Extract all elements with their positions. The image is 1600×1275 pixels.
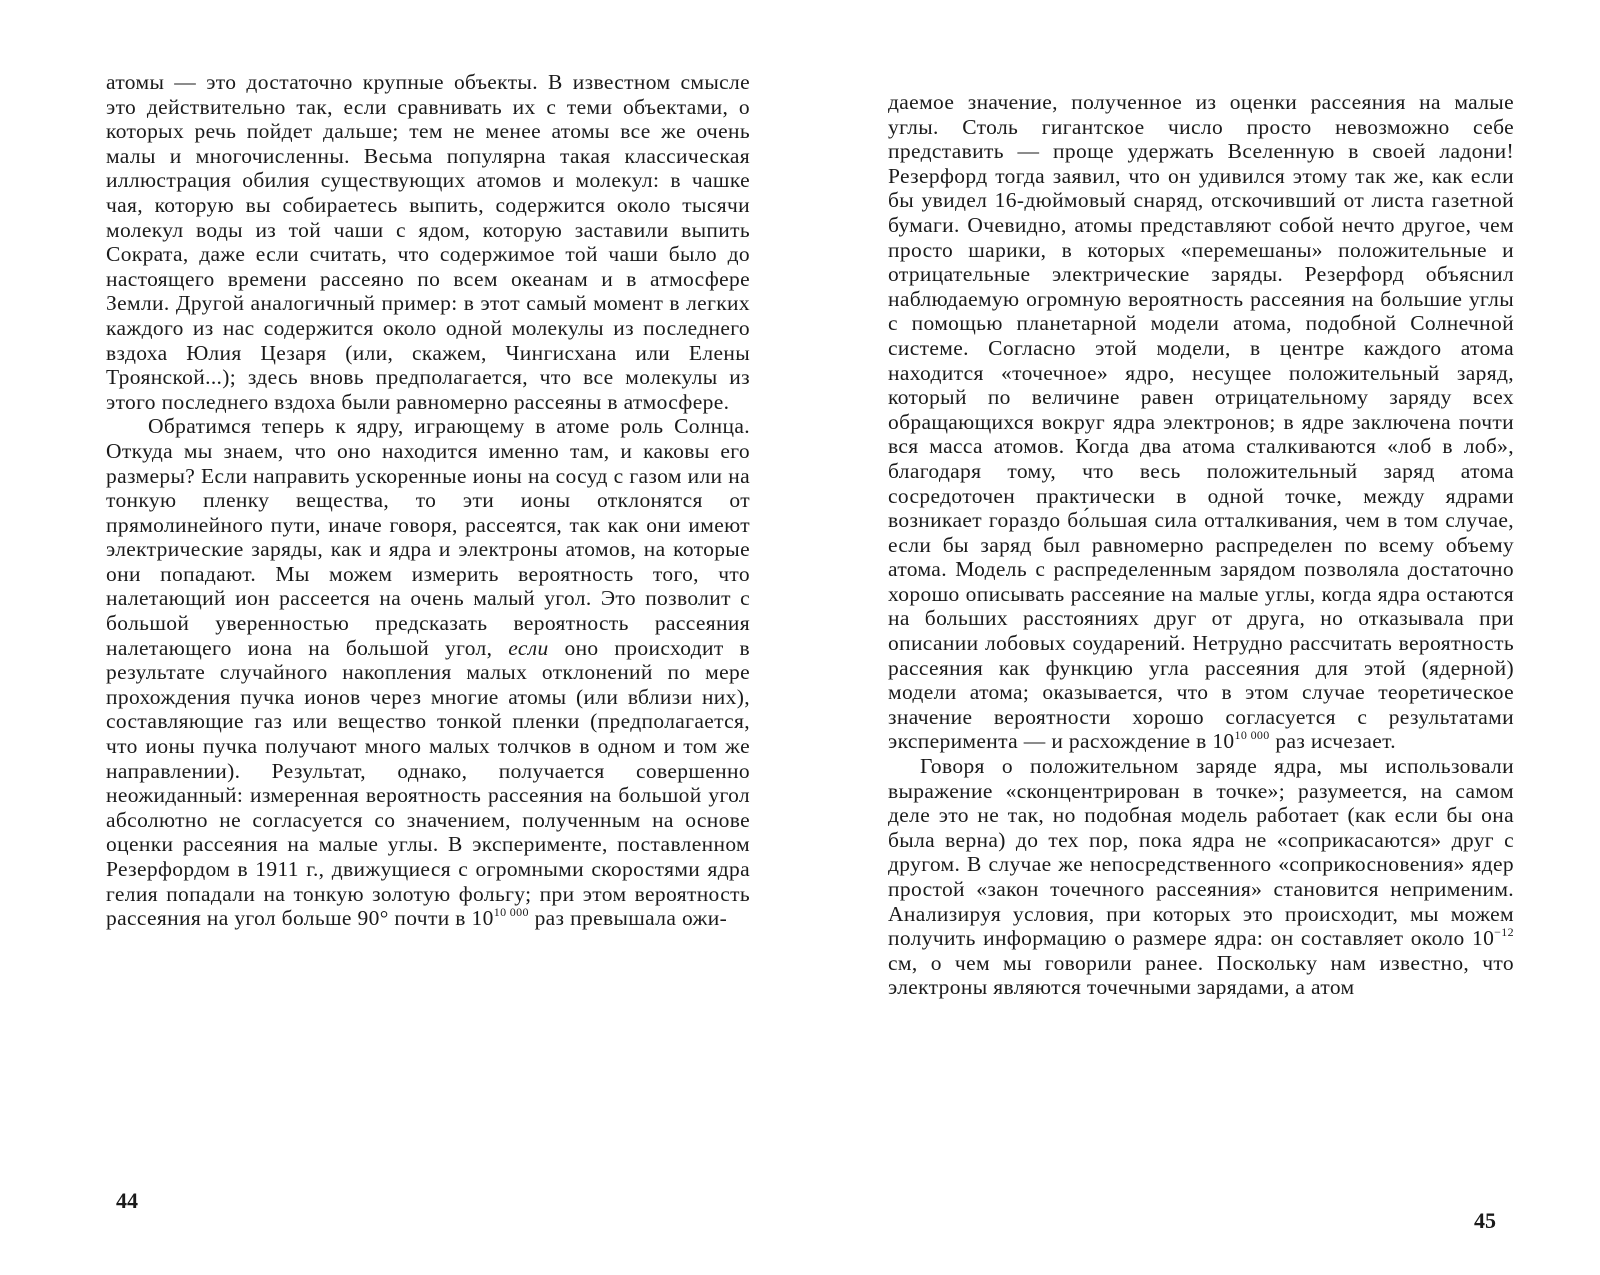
paragraph [888,754,1514,1000]
power-exponent: 10 000 [1234,728,1270,743]
power-base: 10 [1471,926,1495,951]
paragraph-text: Говоря о положительном заряде ядра, мы использовали выражение «сконцентрирован в точке»; разумеется, на самом деле это не так, но подобная модель работает (как если бы она была верна) до тех пор, пока ядра не «соприкасаются» друг с другом. В случае же непосредственного «соприкосновения» ядер простой «закон точечного рассеяния» становится неприменим. Анализируя условия, при которых это происходит, мы можем получить информацию о размере ядра: он составляет около [888,754,1514,951]
paragraph-text: атомы — это достаточно крупные объекты. В известном смысле это действительно так, если сравнивать их с теми объектами, о которых речь пойдет дальше; тем не менее атомы все же очень малы и многочисленны. Весьма популярна такая классическая иллюстрация обилия существующих атомов и молекул: в чашке чая, которую вы собираетесь выпить, содержится около тысячи молекул воды из той чаши с ядом, которую заставили выпить Сократа, даже если считать, что содержимое той чаши было до настоящего времени рассеяно по всем океанам и в атмосфере Земли. Другой аналогичный пример: в этот самый момент в легких каждого из нас содержится около одной молекулы из последнего вздоха Юлия Цезаря (или, скажем, Чингисхана или Елены Троянской...); здесь вновь предполагается, что все молекулы из этого последнего вздоха были равномерно рассеяны в атмосфере. [106,70,750,414]
right-page [800,0,1600,1275]
paragraph-text: оно происходит в результате случайного накопления малых отклонений по мере прохождения пучка ионов через многие атомы (или вблизи них), составляющие газ или вещество тонкой пленки (предполагается, что ионы пучка получают много малых толчков в одном и том же направлении). Результат, однако, получается совершенно неожиданный: измеренная вероятность рассеяния на большой угол абсолютно не согласуется со значением, полученным на основе оценки рассеяния на малые углы. В эксперименте, поставленном Резерфордом в 1911 г., движущиеся с огромными скоростями ядра гелия попадали на тонкую золотую фольгу; при этом вероятность рассеяния на угол больше 90° почти в [106,635,750,931]
paragraph-text: раз исчезает. [1269,729,1397,754]
left-page-text [106,70,750,931]
power-exponent: 10 000 [493,905,529,920]
paragraph-text: Обратимся теперь к ядру, играющему в атоме роль Солнца. Откуда мы знаем, что оно находится именно там, и каковы его размеры? Если направить ускоренные ионы на сосуд с газом или на тонкую пленку вещества, то эти ионы отклонятся от прямолинейного пути, иначе говоря, рассеятся, так как они имеют электрические заряды, как и ядра и электроны атомов, на которые они попадают. Мы можем измерить вероятность того, что налетающий ион рассеется на очень малый угол. Это позволит с большой уверенностью предсказать вероятность рассеяния налетающего иона на большой угол, [106,414,750,660]
page-number: 44 [116,1188,138,1213]
power-exponent: −12 [1494,925,1514,940]
paragraph-text: раз превышала ожи- [528,906,728,931]
paragraph [106,414,750,930]
italic-emphasis: если [508,635,549,660]
power-base: 10 [471,906,494,931]
paragraph [888,90,1514,754]
right-page-text [888,90,1514,1000]
paragraph-text: см, о чем мы говорили ранее. Поскольку нам известно, что электроны являются точечными зарядами, а атом [888,950,1514,1000]
paragraph [106,70,750,414]
power-base: 10 [1212,729,1235,754]
page-number: 45 [1474,1208,1496,1233]
paragraph-text: даемое значение, полученное из оценки рассеяния на малые углы. Столь гигантское число просто невозможно себе представить — проще удержать Вселенную в своей ладони! Резерфорд тогда заявил, что он удивился этому так же, как если бы увидел 16-дюймовый снаряд, отскочивший от листа газетной бумаги. Очевидно, атомы представляют собой нечто другое, чем просто шарики, в которых «перемешаны» положительные и отрицательные электрические заряды. Резерфорд объяснил наблюдаемую огромную вероятность рассеяния на большие углы с помощью планетарной модели атома, подобной Солнечной системе. Согласно этой модели, в центре каждого атома находится «точечное» ядро, несущее положительный заряд, который по величине равен отрицательному заряду всех обращающихся вокруг ядра электронов; в ядре заключена почти вся масса атомов. Когда два атома сталкиваются «лоб в лоб», благодаря тому, что весь положительный заряд атома сосредоточен практически в одной точке, между ядрами возникает гораздо бо́льшая сила отталкивания, чем в том случае, если бы заряд был равномерно распределен по всему объему атома. Модель с распределенным зарядом позволяла достаточно хорошо описывать рассеяние на малые углы, когда ядра остаются на больших расстояниях друг от друга, но отказывала при описании лобовых соударений. Нетрудно рассчитать вероятность рассеяния как функцию угла рассеяния для этой (ядерной) модели атома; оказывается, что в этом случае теоретическое значение вероятности хорошо согласуется с результатами эксперимента — и расхождение в [888,90,1514,754]
